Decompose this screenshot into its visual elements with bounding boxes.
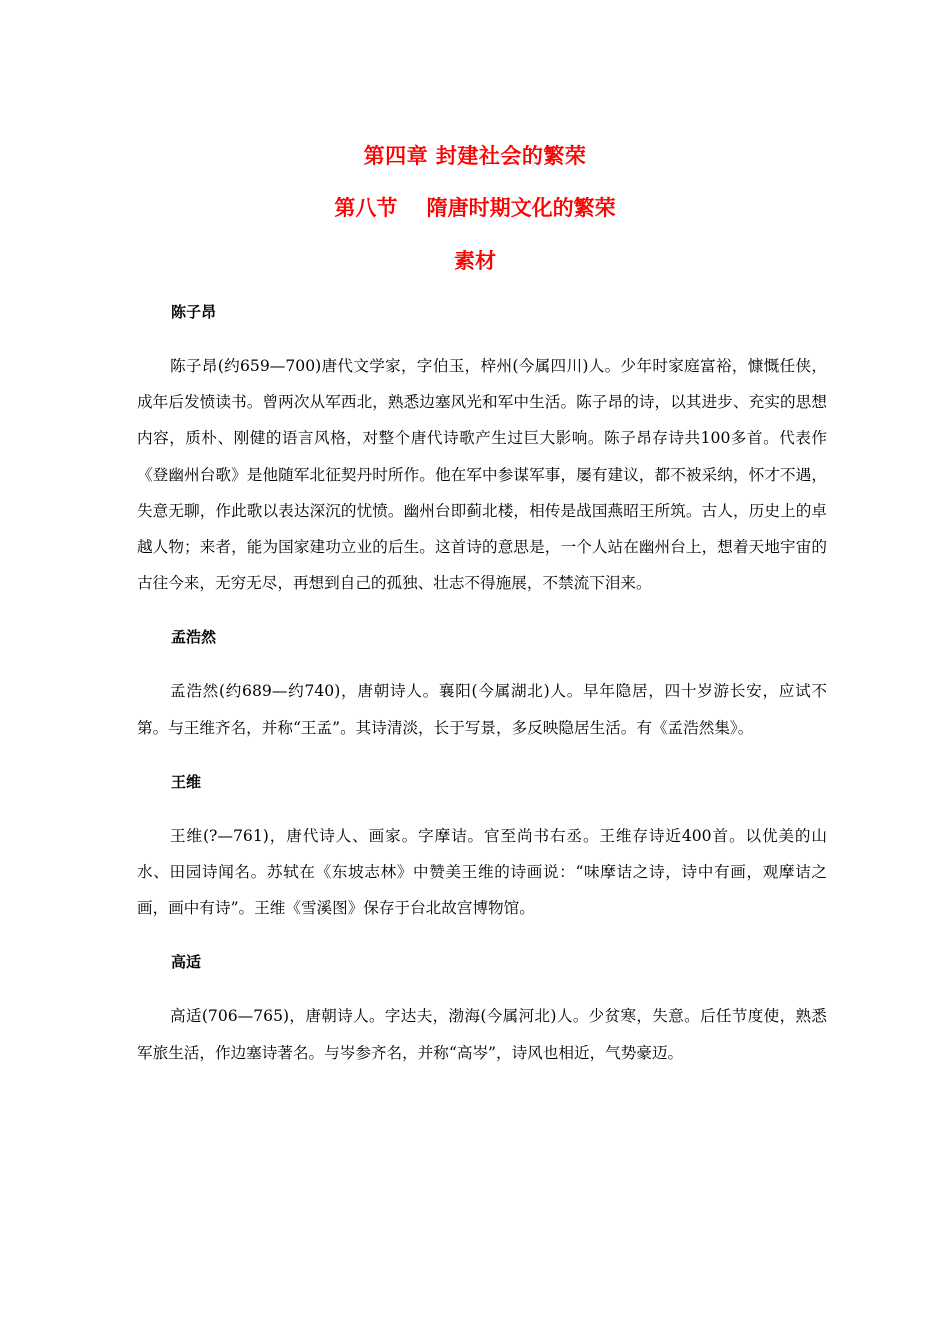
chapter-title: 第四章 封建社会的繁荣 xyxy=(363,144,587,168)
material-title: 素材 xyxy=(454,249,496,273)
document-body xyxy=(137,298,827,1093)
entry-text-gao-shi: 高适(706—765)，唐朝诗人。字达夫，渤海(今属河北)人。少贫寒，失意。后任节度使，熟悉军旅生活，作边塞诗著名。与岑参齐名，并称“高岑”，诗风也相近，气势豪迈。 xyxy=(137,1007,827,1062)
section-title: 第八节 隋唐时期文化的繁荣 xyxy=(334,196,616,220)
entry-name-meng-haoran: 孟浩然 xyxy=(171,628,217,647)
entry-name-wang-wei: 王维 xyxy=(171,772,202,791)
entry-text-wang-wei: 王维(?—761)，唐代诗人、画家。字摩诘。官至尚书右丞。王维存诗近400首。以优美的山水、田园诗闻名。苏轼在《东坡志林》中赞美王维的诗画说：“味摩诘之诗，诗中有画，观摩诘之画，画中有诗”。王维《雪溪图》保存于台北故宫博物馆。 xyxy=(137,826,827,918)
entry-text-meng-haoran: 孟浩然(约689—约740)，唐朝诗人。襄阳(今属湖北)人。早年隐居，四十岁游长安，应试不第。与王维齐名，并称“王孟”。其诗清淡，长于写景，多反映隐居生活。有《孟浩然集》。 xyxy=(137,682,827,737)
entry-text-chen-ziang: 陈子昂(约659—700)唐代文学家，字伯玉，梓州(今属四川)人。少年时家庭富裕，慷慨任侠，成年后发愤读书。曾两次从军西北，熟悉边塞风光和军中生活。陈子昂的诗，以其进步、充实的思想内容，质朴、刚健的语言风格，对整个唐代诗歌产生过巨大影响。陈子昂存诗共100多首。代表作《登幽州台歌》是他随军北征契丹时所作。他在军中参谋军事，屡有建议，都不被采纳，怀才不遇，失意无聊，作此歌以表达深沉的忧愤。幽州台即蓟北楼，相传是战国燕昭王所筑。古人，历史上的卓越人物；来者，能为国家建功立业的后生。这首诗的意思是，一个人站在幽州台上，想着天地宇宙的古往今来，无穷无尽，再想到自己的孤独、壮志不得施展，不禁流下泪来。 xyxy=(137,357,827,593)
entry-name-gao-shi: 高适 xyxy=(171,953,202,972)
entry-name-chen-ziang: 陈子昂 xyxy=(171,303,217,321)
